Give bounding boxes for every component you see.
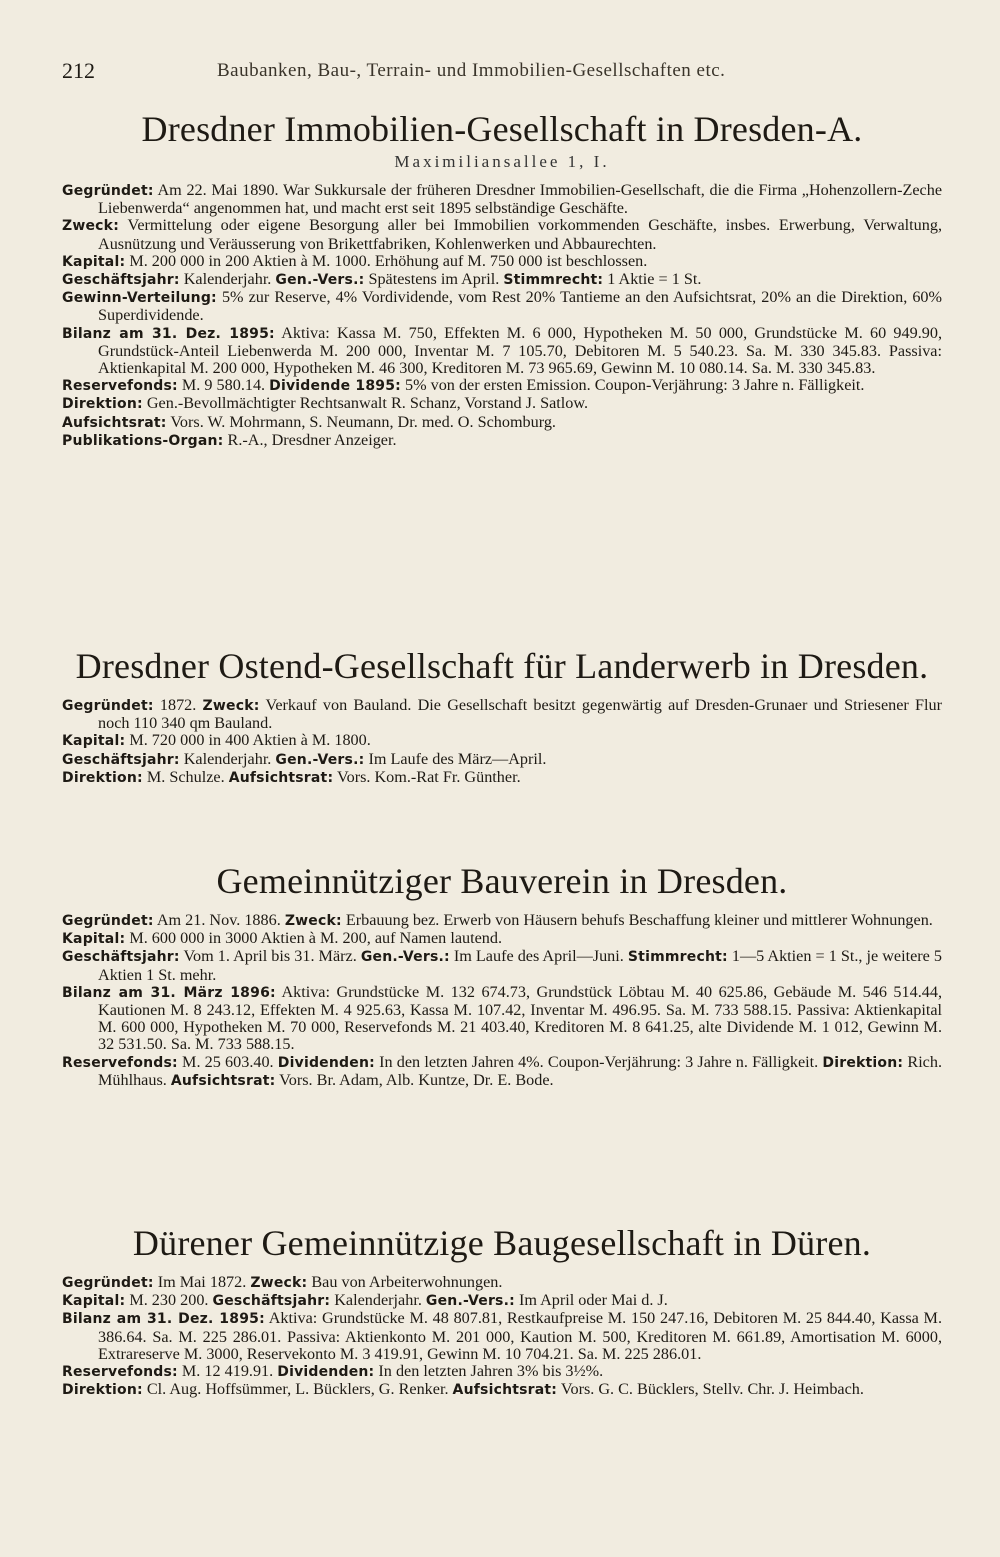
entry-label: Zweck: — [250, 1275, 308, 1291]
entry-label: Zweck: — [202, 698, 260, 714]
entry-label: Stimmrecht: — [503, 272, 604, 289]
entry-label: Geschäftsjahr: — [212, 1293, 331, 1310]
entry-text: Aktiva: Kassa M. 750, Effekten M. 6 000, Hypotheken M. 50 000, Grundstücke M. 60 949.90, Grundstück-Anteil Liebenwerda M. 200 000, Inventar M. 7 105.70, Debitoren M. 5 540.23. Sa. M. 330 345.83. Passiva: Aktienkapital M. 200 000, Hypotheken M. 46 300, Kreditoren M. 73 965.69, Gewinn M. 10 080.14. Sa. M. 330 345.83. — [98, 323, 942, 378]
entry-label: Direktion: — [822, 1054, 904, 1071]
entry-text: Gen.-Bevollmächtigter Rechtsanwalt R. Schanz, Vorstand J. Satlow. — [146, 394, 589, 413]
entry-text: Aktiva: Grundstücke M. 132 674.73, Grundstück Löbtau M. 40 625.86, Gebäude M. 546 514.44, Kautionen M. 8 243.12, Effekten M. 4 925.63, Kassa M. 107.42, Inventar M. 496.95. Sa. M. 733 588.15. Passiva: Aktienkapital M. 600 000, Hypotheken M. 70 000, Reservefonds M. 21 403.40, Kreditoren M. 8 641.25, alte Dividende M. 1 012, Gewinn M. 32 531.50. Sa. M. 733 588.15. — [98, 982, 942, 1054]
entry-line — [62, 732, 942, 750]
company-entry — [62, 1222, 942, 1399]
entry-text: Aktiva: Grundstücke M. 48 807.81, Restkaufpreise M. 150 247.16, Debitoren M. 25 844.40, Kassa M. 386.64. Sa. M. 225 286.01. Passiva: Aktienkonto M. 201 000, Kaution M. 500, Kreditoren M. 661.89, Amortisation M. 6000, Extrareserve M. 3000, Reservekonto M. 3 419.91, Gewinn M. 10 704.21. Sa. M. 225 286.01. — [98, 1309, 942, 1363]
entry-text: Vors. Br. Adam, Alb. Kuntze, Dr. E. Bode. — [279, 1070, 554, 1089]
entry-label: Stimmrecht: — [627, 949, 728, 966]
entry-label: Publikations-Organ: — [62, 432, 224, 449]
entry-text: 1—5 Aktien = 1 St., je weitere 5 Aktien 1 St. mehr. — [98, 947, 943, 984]
entry-text: M. 720 000 in 400 Aktien à M. 1800. — [129, 731, 371, 750]
entry-line — [62, 1292, 942, 1310]
entry-label: Kapital: — [62, 1293, 126, 1310]
entry-text: Erbauung bez. Erwerb von Häusern behufs Beschaffung kleiner und mittlerer Wohnungen. — [345, 911, 933, 929]
entry-label: Gen.-Vers.: — [275, 272, 365, 289]
entry-line — [62, 1381, 942, 1399]
entry-label: Geschäftsjahr: — [62, 949, 180, 966]
entry-line — [62, 414, 942, 432]
entry-label: Bilanz am 31. Dez. 1895: — [62, 1311, 265, 1328]
entry-text: Am 22. Mai 1890. War Sukkursale der früheren Dresdner Immobilien-Gesellschaft, die die Firma „Hohenzollern-Zeche Liebenwerda“ angenommen hat, und macht erst seit 1895 selbständige Geschäfte. — [98, 181, 942, 218]
entry-text: M. 25 603.40. — [182, 1052, 274, 1071]
entry-label: Kapital: — [62, 253, 126, 270]
entry-label: Aufsichtsrat: — [452, 1382, 558, 1399]
company-entry — [62, 860, 942, 1090]
entry-label: Gegründet: — [62, 913, 154, 929]
entry-line — [62, 769, 942, 787]
entry-line — [62, 325, 942, 378]
entry-line — [62, 395, 942, 413]
entry-line — [62, 1054, 942, 1090]
entry-text: M. 9 580.14. — [181, 376, 266, 395]
entry-label: Aufsichtsrat: — [170, 1072, 276, 1089]
entry-label: Gen.-Vers.: — [425, 1293, 515, 1310]
entry-text: M. 230 200. — [129, 1291, 209, 1310]
entry-line — [62, 984, 942, 1054]
entry-label: Gewinn-Verteilung: — [62, 290, 217, 307]
company-title: Dresdner Immobilien-Gesellschaft in Dresden-A. — [141, 109, 863, 149]
entry-text: Kalenderjahr. — [183, 270, 272, 289]
entry-label: Geschäftsjahr: — [62, 751, 180, 768]
entry-text: Am 21. Nov. 1886. — [156, 911, 281, 929]
company-address: Maximiliansallee 1, I. — [394, 152, 610, 171]
entry-text: M. Schulze. — [146, 767, 225, 786]
entry-line — [62, 930, 942, 948]
entry-text: Im Laufe des April—Juni. — [453, 947, 624, 966]
entry-text: Vermittelung oder eigene Besorgung aller bei Immobilien vorkommenden Geschäfte, insbes. Erwerbung, Verwaltung, Ausnützung und Veräusserung von Brikettfabriken, Kohlenwerken und Abbaurechten. — [98, 216, 942, 253]
entry-text: 1872. — [159, 696, 197, 714]
entry-label: Direktion: — [62, 396, 143, 413]
entry-label: Reservefonds: — [62, 1054, 178, 1071]
entry-text: Bau von Arbeiterwohnungen. — [311, 1273, 503, 1291]
entry-line — [62, 1310, 942, 1363]
running-title: Baubanken, Bau-, Terrain- und Immobilien-Gesellschaften etc. — [217, 60, 726, 81]
company-entry — [62, 108, 942, 450]
company-title: Dresdner Ostend-Gesellschaft für Landerwerb in Dresden. — [75, 646, 929, 686]
entry-label: Gegründet: — [62, 183, 154, 199]
entry-label: Dividende 1895: — [269, 378, 401, 395]
entry-line — [62, 948, 942, 983]
entry-text: Rich. Mühlhaus. — [98, 1052, 943, 1089]
entry-text: M. 600 000 in 3000 Aktien à M. 200, auf Namen lautend. — [129, 929, 503, 948]
entry-label: Direktion: — [62, 769, 143, 786]
entry-text: Vors. Kom.-Rat Fr. Günther. — [337, 767, 521, 786]
company-title: Gemeinnütziger Bauverein in Dresden. — [216, 861, 788, 901]
entry-line — [62, 253, 942, 271]
entry-text: Im April oder Mai d. J. — [518, 1291, 668, 1310]
entry-text: Im Mai 1872. — [157, 1273, 247, 1291]
entry-line — [62, 271, 942, 289]
entry-text: Vors. W. Mohrmann, S. Neumann, Dr. med. O. Schomburg. — [170, 412, 556, 431]
entry-text: M. 200 000 in 200 Aktien à M. 1000. Erhöhung auf M. 750 000 ist beschlossen. — [129, 251, 648, 270]
entry-text: Im Laufe des März—April. — [368, 749, 547, 768]
entry-text: M. 12 419.91. — [181, 1362, 274, 1381]
entry-label: Dividenden: — [277, 1054, 375, 1071]
entry-text: 5% von der ersten Emission. Coupon-Verjährung: 3 Jahre n. Fälligkeit. — [405, 376, 865, 395]
entry-text: Spätestens im April. — [368, 270, 500, 289]
entry-label: Bilanz am 31. März 1896: — [62, 984, 276, 1001]
entry-line — [62, 751, 942, 769]
running-head — [62, 58, 962, 88]
entry-label: Zweck: — [284, 913, 342, 929]
entry-label: Reservefonds: — [62, 378, 178, 395]
entry-label: Dividenden: — [277, 1364, 375, 1381]
entry-line — [62, 912, 942, 930]
entry-text: 5% zur Reserve, 4% Vordividende, vom Rest 20% Tantieme an den Aufsichtsrat, 20% an die Direktion, 60% Superdividende. — [98, 288, 943, 325]
entry-label: Zweck: — [62, 218, 119, 235]
entry-text: R.-A., Dresdner Anzeiger. — [227, 430, 397, 449]
entry-label: Direktion: — [62, 1382, 143, 1399]
entry-label: Geschäftsjahr: — [62, 272, 180, 289]
entry-line — [62, 182, 942, 217]
entry-label: Kapital: — [62, 931, 126, 948]
entry-text: Verkauf von Bauland. Die Gesellschaft besitzt gegenwärtig auf Dresden-Grunaer und Striesener Flur noch 110 340 qm Bauland. — [98, 696, 942, 733]
entry-label: Reservefonds: — [62, 1364, 178, 1381]
entry-label: Gegründet: — [62, 698, 154, 714]
entry-line — [62, 377, 942, 395]
page-number: 212 — [62, 58, 95, 83]
entry-text: In den letzten Jahren 4%. Coupon-Verjährung: 3 Jahre n. Fälligkeit. — [379, 1052, 819, 1071]
entry-line — [62, 217, 942, 252]
entry-label: Aufsichtsrat: — [228, 769, 334, 786]
entry-line — [62, 289, 942, 324]
entry-line — [62, 1274, 942, 1292]
entry-label: Gen.-Vers.: — [360, 949, 450, 966]
entry-label: Aufsichtsrat: — [62, 414, 167, 431]
company-title: Dürener Gemeinnützige Baugesellschaft in Düren. — [132, 1223, 872, 1263]
entry-line — [62, 1363, 942, 1381]
entry-label: Gen.-Vers.: — [275, 751, 365, 768]
entry-text: Kalenderjahr. — [183, 749, 272, 768]
entry-label: Bilanz am 31. Dez. 1895: — [62, 325, 275, 342]
entry-text: In den letzten Jahren 3% bis 3½%. — [378, 1362, 604, 1381]
entry-text: Vors. G. C. Bücklers, Stellv. Chr. J. Heimbach. — [560, 1380, 864, 1399]
entry-text: Vom 1. April bis 31. März. — [183, 947, 357, 966]
entry-label: Gegründet: — [62, 1275, 154, 1291]
entry-text: Kalenderjahr. — [334, 1291, 422, 1310]
entry-text: 1 Aktie = 1 St. — [607, 270, 702, 289]
entry-line — [62, 697, 942, 732]
company-entry — [62, 645, 942, 787]
entry-line — [62, 432, 942, 450]
entry-text: Cl. Aug. Hoffsümmer, L. Bücklers, G. Renker. — [146, 1380, 449, 1399]
entry-label: Kapital: — [62, 733, 126, 750]
